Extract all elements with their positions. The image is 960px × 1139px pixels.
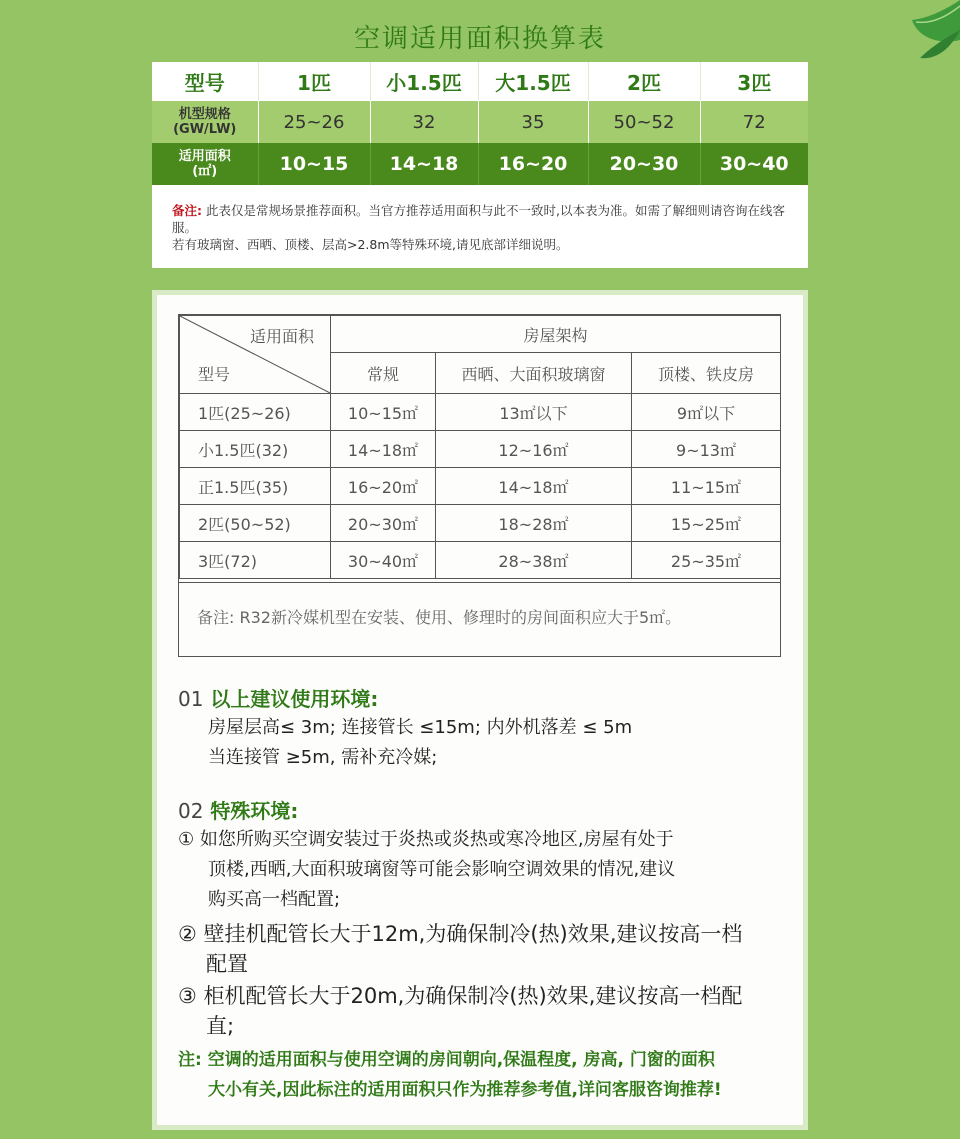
section1-line: 房屋层高≤ 3m; 连接管长 ≤15m; 内外机落差 ≤ 5m xyxy=(208,717,633,738)
table-cell: 16~20㎡ xyxy=(331,468,436,505)
area-label-line: (㎡) xyxy=(192,164,218,179)
summary-note xyxy=(172,202,802,253)
diag-bottom-label: 型号 xyxy=(198,365,231,384)
table-cell: 20~30㎡ xyxy=(331,505,436,542)
table-row xyxy=(180,394,781,431)
row-model: 1匹(25~26) xyxy=(180,394,331,431)
summary-header-row xyxy=(152,62,808,101)
header-cell: 大1.5匹 xyxy=(478,62,588,101)
section2-line: 顶楼,西晒,大面积玻璃窗等可能会影响空调效果的情况,建议 xyxy=(208,859,676,880)
section1-title: 以上建议使用环境: xyxy=(210,687,379,711)
section2-title: 特殊环境: xyxy=(210,799,299,823)
note-text: 此表仅是常规场景推荐面积。当官方推荐适用面积与此不一致时,以本表为准。如需了解细则请咨询在线客服。 xyxy=(172,203,785,235)
section2-heading xyxy=(178,795,298,824)
table-cell: 15~25㎡ xyxy=(632,505,781,542)
table-row xyxy=(180,468,781,505)
table-cell: 11~15㎡ xyxy=(632,468,781,505)
row-model: 正1.5匹(35) xyxy=(180,468,331,505)
area-label xyxy=(152,143,258,185)
group-header: 房屋架构 xyxy=(331,316,781,353)
section1-num: 01 xyxy=(178,687,204,711)
table-cell: 25~35㎡ xyxy=(632,542,781,579)
area-cell: 30~40 xyxy=(700,143,808,185)
table-cell: 14~18㎡ xyxy=(436,468,632,505)
detail-table xyxy=(179,315,781,579)
area-cell: 20~30 xyxy=(588,143,700,185)
table-row xyxy=(180,542,781,579)
detail-header-row xyxy=(180,316,781,353)
area-cell: 16~20 xyxy=(478,143,588,185)
footnote-line: 注: 空调的适用面积与使用空调的房间朝向,保温程度, 房高, 门窗的面积 xyxy=(178,1050,715,1070)
diag-top-label: 适用面积 xyxy=(249,327,314,346)
section2-num: 02 xyxy=(178,799,204,823)
section2-line: 直; xyxy=(206,1014,235,1038)
section2-line: 配置 xyxy=(206,952,248,976)
spec-cell: 72 xyxy=(700,101,808,143)
summary-card xyxy=(152,62,808,268)
area-cell: 10~15 xyxy=(258,143,370,185)
table-cell: 18~28㎡ xyxy=(436,505,632,542)
table-row xyxy=(180,431,781,468)
section2-line: ② 壁挂机配管长大于12m,为确保制冷(热)效果,建议按高一档 xyxy=(178,922,743,946)
spec-cell: 35 xyxy=(478,101,588,143)
section1-heading xyxy=(178,683,378,712)
spec-label-line: 机型规格 xyxy=(178,107,231,122)
table-cell: 13㎡以下 xyxy=(436,394,632,431)
column-header: 西晒、大面积玻璃窗 xyxy=(436,353,632,394)
area-cell: 14~18 xyxy=(370,143,478,185)
section2-line: ① 如您所购买空调安装过于炎热或炎热或寒冷地区,房屋有处于 xyxy=(178,829,674,850)
table-row xyxy=(180,505,781,542)
spec-cell: 25~26 xyxy=(258,101,370,143)
section1-line: 当连接管 ≥5m, 需补充冷媒; xyxy=(208,747,438,768)
footnote-line: 大小有关,因此标注的适用面积只作为推荐参考值,详问客服咨询推荐! xyxy=(208,1080,722,1100)
detail-table-note: 备注: R32新冷媒机型在安装、使用、修理时的房间面积应大于5㎡。 xyxy=(179,582,780,656)
detail-table-wrap xyxy=(178,314,781,657)
section2-line: 购买高一档配置; xyxy=(208,889,341,910)
column-header: 常规 xyxy=(331,353,436,394)
area-label-line: 适用面积 xyxy=(178,149,231,164)
spec-cell: 50~52 xyxy=(588,101,700,143)
spec-cell: 32 xyxy=(370,101,478,143)
table-cell: 30~40㎡ xyxy=(331,542,436,579)
summary-area-row xyxy=(152,143,808,185)
table-cell: 9~13㎡ xyxy=(632,431,781,468)
table-cell: 14~18㎡ xyxy=(331,431,436,468)
spec-label xyxy=(152,101,258,143)
summary-note-line: 若有玻璃窗、西晒、顶楼、层高>2.8m等特殊环境,请见底部详细说明。 xyxy=(172,237,569,252)
column-header: 顶楼、铁皮房 xyxy=(632,353,781,394)
table-cell: 28~38㎡ xyxy=(436,542,632,579)
section2-line: ③ 柜机配管长大于20m,为确保制冷(热)效果,建议按高一档配 xyxy=(178,984,743,1008)
summary-spec-row xyxy=(152,101,808,143)
header-cell: 1匹 xyxy=(258,62,370,101)
row-model: 2匹(50~52) xyxy=(180,505,331,542)
page-title: 空调适用面积换算表 xyxy=(353,24,606,54)
table-cell: 12~16㎡ xyxy=(436,431,632,468)
summary-table xyxy=(152,62,808,185)
diagonal-header-cell xyxy=(180,316,331,394)
header-cell: 小1.5匹 xyxy=(370,62,478,101)
summary-note-line xyxy=(172,202,802,236)
header-cell: 2匹 xyxy=(588,62,700,101)
detail-card xyxy=(157,295,803,1125)
note-prefix: 备注: xyxy=(172,203,202,218)
header-cell: 3匹 xyxy=(700,62,808,101)
row-model: 小1.5匹(32) xyxy=(180,431,331,468)
row-model: 3匹(72) xyxy=(180,542,331,579)
header-cell: 型号 xyxy=(152,62,258,101)
table-cell: 10~15㎡ xyxy=(331,394,436,431)
spec-label-line: (GW/LW) xyxy=(173,122,237,137)
table-cell: 9㎡以下 xyxy=(632,394,781,431)
